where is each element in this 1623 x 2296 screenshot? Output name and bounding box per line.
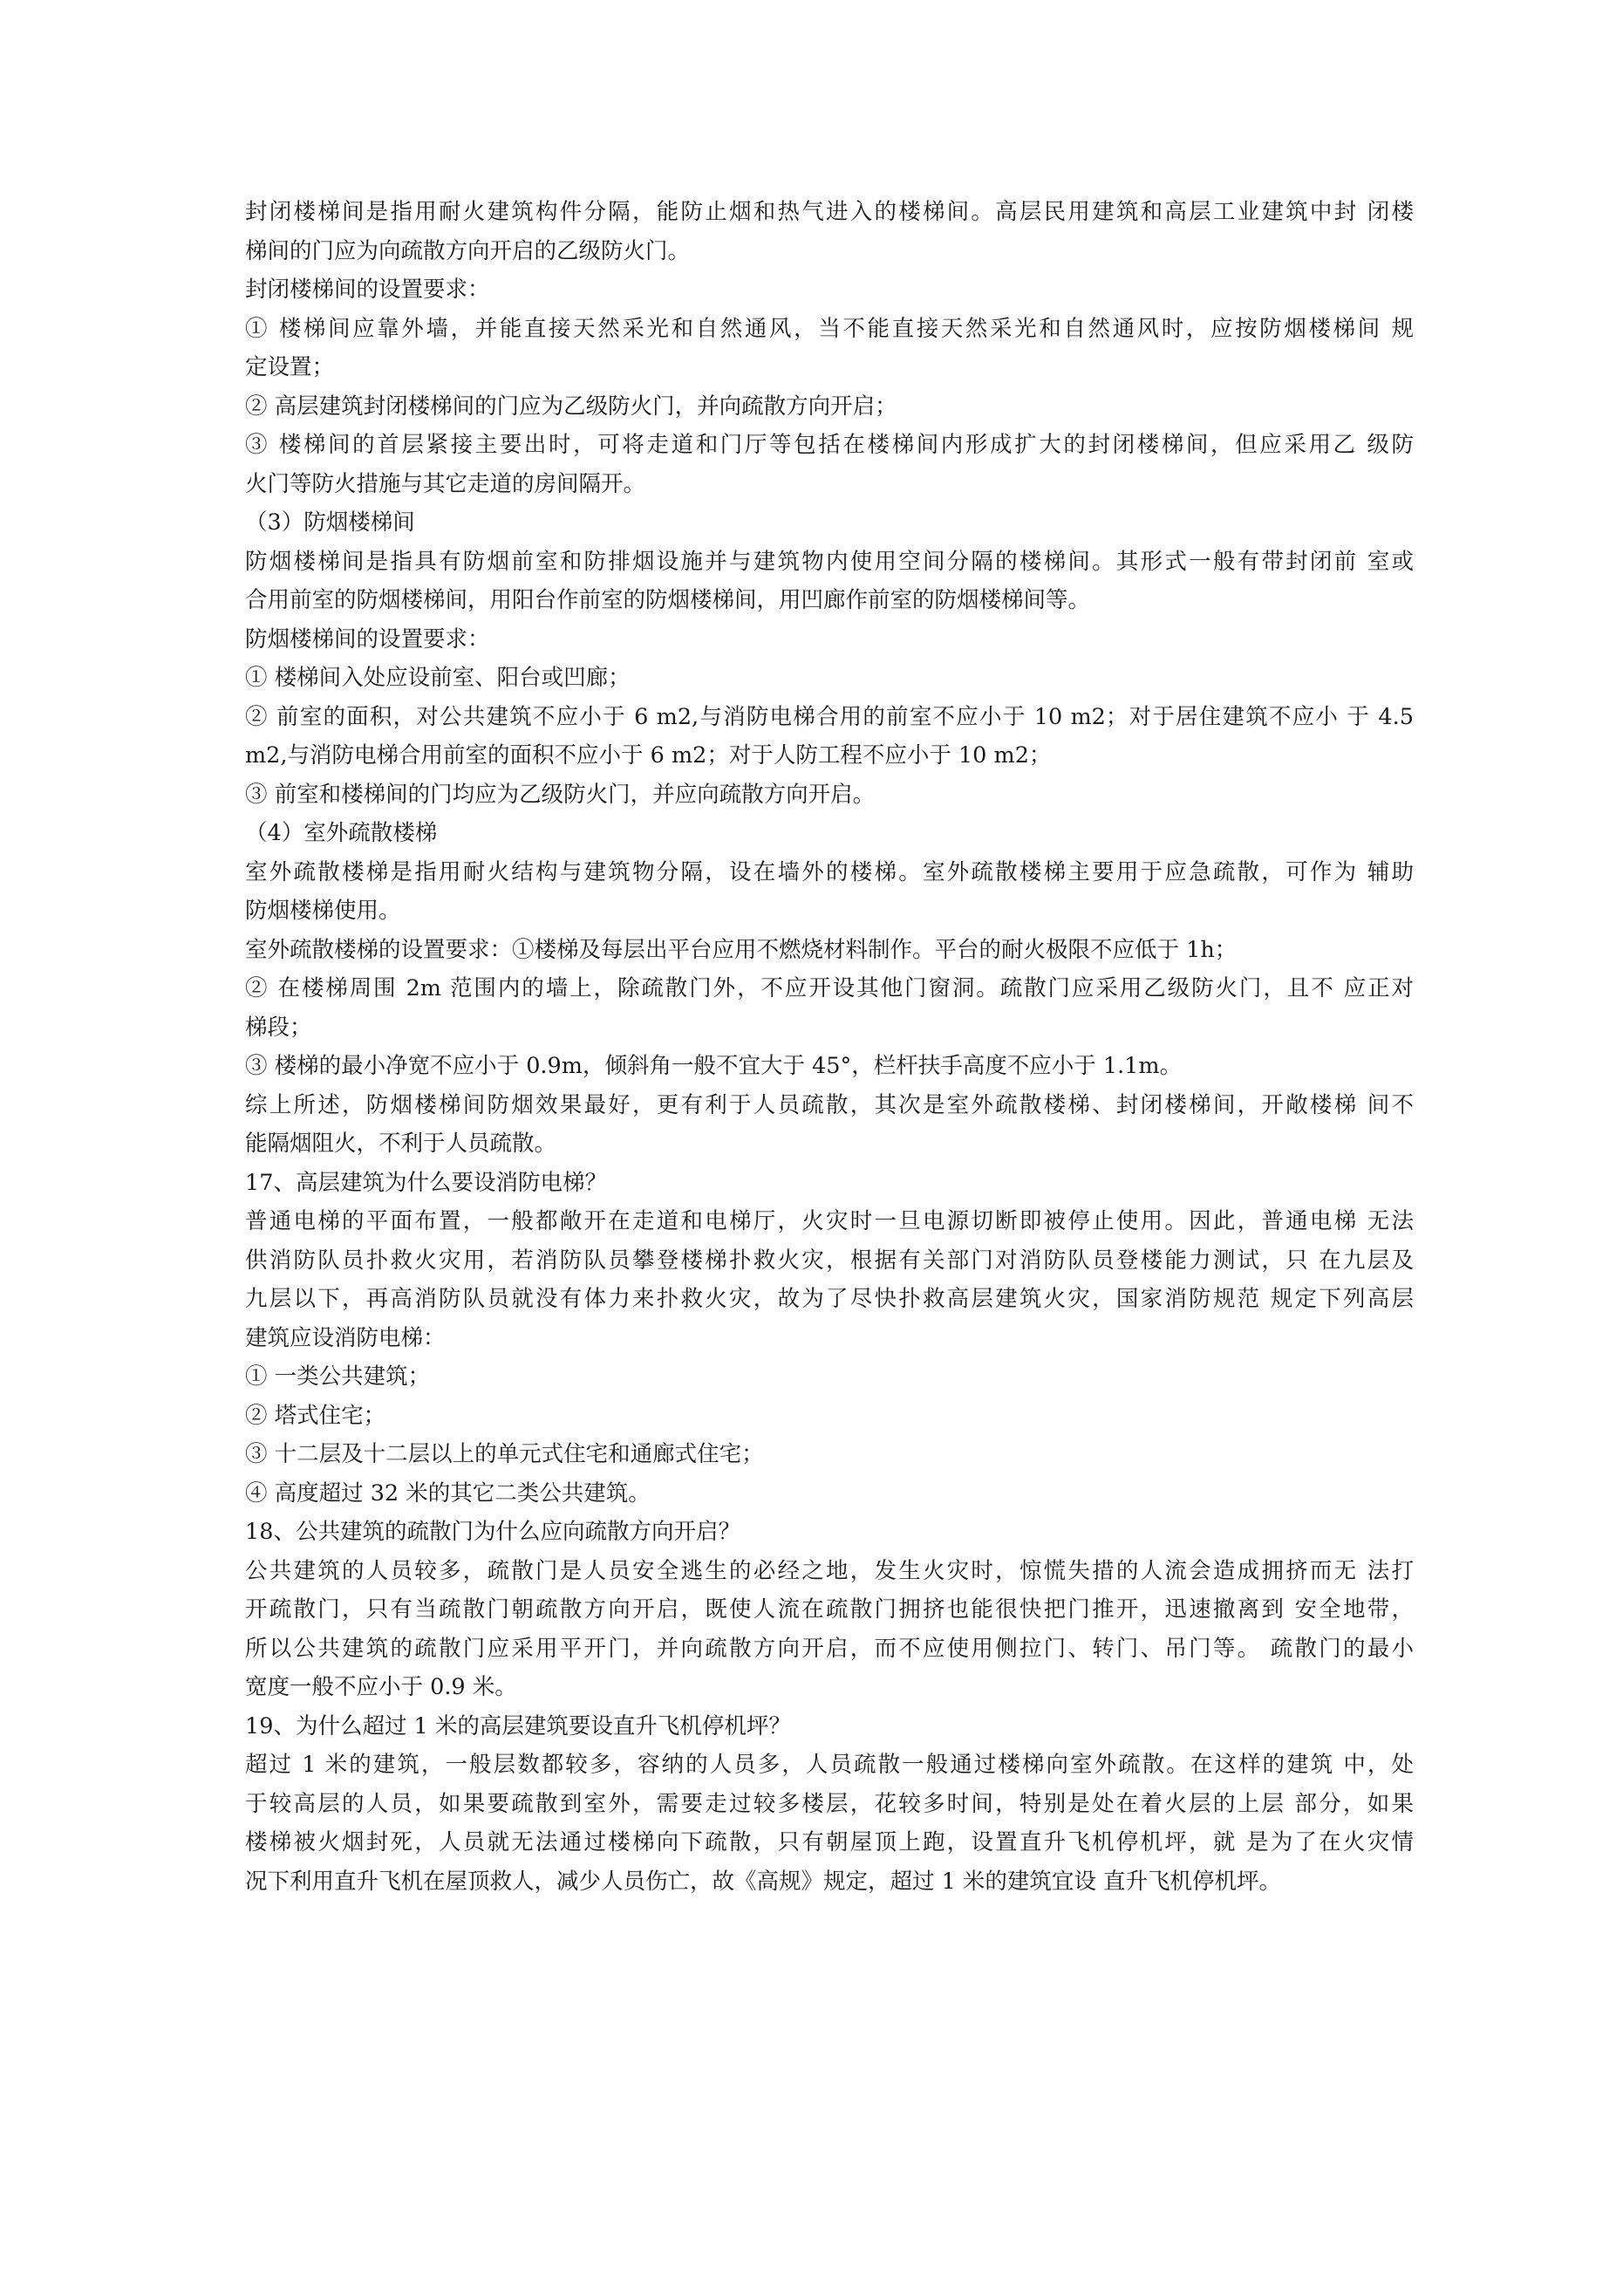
- text-line: 况下利用直升飞机在屋顶救人，减少人员伤亡，故《高规》规定，超过 1 米的建筑宜设 直升飞机停机坪。: [245, 1868, 1282, 1895]
- text-line: 室外疏散楼梯是指用耐火结构与建筑物分隔，设在墙外的楼梯。室外疏散楼梯主要用于应急疏散，可作为 辅助: [245, 858, 1414, 885]
- text-line: ③ 十二层及十二层以上的单元式住宅和通廊式住宅；: [245, 1441, 764, 1467]
- text-line: 防烟楼梯间的设置要求：: [245, 625, 490, 653]
- text-line: 梯段；: [245, 1014, 312, 1041]
- text-line: 建筑应设消防电梯：: [245, 1324, 446, 1351]
- text-line: 于较高层的人员，如果要疏散到室外，需要走过较多楼层，花较多时间，特别是处在着火层的上层 部分，如果: [245, 1790, 1414, 1817]
- text-line: ② 在楼梯周围 2m 范围内的墙上，除疏散门外，不应开设其他门窗洞。疏散门应采用乙级防火门，且不 应正对: [245, 975, 1414, 1001]
- text-line: 19、为什么超过 1 米的高层建筑要设直升飞机停机坪？: [245, 1712, 791, 1739]
- text-line: 火门等防火措施与其它走道的房间隔开。: [245, 470, 646, 497]
- text-line: ① 楼梯间应靠外墙，并能直接天然采光和自然通风，当不能直接天然采光和自然通风时，应按防烟楼梯间 规: [245, 315, 1414, 342]
- text-line: 楼梯被火烟封死，人员就无法通过楼梯向下疏散，只有朝屋顶上跑，设置直升飞机停机坪，就 是为了在火灾情: [245, 1829, 1414, 1855]
- text-line: 宽度一般不应小于 0.9 米。: [245, 1674, 517, 1700]
- text-line: 17、高层建筑为什么要设消防电梯？: [245, 1169, 607, 1196]
- text-line: 定设置；: [245, 354, 335, 380]
- text-line: 综上所述，防烟楼梯间防烟效果最好，更有利于人员疏散，其次是室外疏散楼梯、封闭楼梯间，开敞楼梯 间不: [245, 1091, 1414, 1118]
- text-line: 公共建筑的人员较多，疏散门是人员安全逃生的必经之地，发生火灾时，惊慌失措的人流会造成拥挤而无 法打: [245, 1557, 1414, 1584]
- text-line: 防烟楼梯使用。: [245, 898, 401, 924]
- text-line: 能隔烟阻火，不利于人员疏散。: [245, 1131, 557, 1157]
- text-line: 防烟楼梯间是指具有防烟前室和防排烟设施并与建筑物内使用空间分隔的楼梯间。其形式一般有带封闭前 室或: [245, 548, 1414, 575]
- text-line: 供消防队员扑救火灾用，若消防队员攀登楼梯扑救火灾，根据有关部门对消防队员登楼能力测试，只 在九层及: [245, 1247, 1414, 1274]
- text-line: 九层以下，再高消防队员就没有体力来扑救火灾，故为了尽快扑救高层建筑火灾，国家消防规范 规定下列高层: [245, 1286, 1414, 1312]
- text-line: 室外疏散楼梯的设置要求：①楼梯及每层出平台应用不燃烧材料制作。平台的耐火极限不应低于 1h；: [245, 936, 1238, 963]
- text-line: 合用前室的防烟楼梯间，用阳台作前室的防烟楼梯间，用凹廊作前室的防烟楼梯间等。: [245, 587, 1091, 613]
- text-line: 所以公共建筑的疏散门应采用平开门，并向疏散方向开启，而不应使用侧拉门、转门、吊门等。 疏散门的最小: [245, 1635, 1414, 1662]
- text-line: ③ 楼梯的最小净宽不应小于 0.9m，倾斜角一般不宜大于 45°，栏杆扶手高度不应小于 1.1m。: [245, 1053, 1183, 1079]
- text-line: ② 高层建筑封闭楼梯间的门应为乙级防火门，并向疏散方向开启；: [245, 393, 897, 420]
- text-line: 开疏散门，只有当疏散门朝疏散方向开启，既使人流在疏散门拥挤也能很快把门推开，迅速撤离到 安全地带，: [245, 1596, 1414, 1623]
- text-line: 普通电梯的平面布置，一般都敞开在走道和电梯厅，火灾时一旦电源切断即被停止使用。因此，普通电梯 无法: [245, 1208, 1414, 1234]
- text-line: 超过 1 米的建筑，一般层数都较多，容纳的人员多，人员疏散一般通过楼梯向室外疏散。在这样的建筑 中，处: [245, 1752, 1414, 1778]
- text-line: （3）防烟楼梯间: [245, 509, 415, 536]
- text-line: 封闭楼梯间是指用耐火建筑构件分隔，能防止烟和热气进入的楼梯间。高层民用建筑和高层工业建筑中封 闭楼: [245, 199, 1414, 225]
- text-line: ③ 楼梯间的首层紧接主要出时，可将走道和门厅等包括在楼梯间内形成扩大的封闭楼梯间，但应采用乙 级防: [245, 432, 1414, 458]
- text-line: ③ 前室和楼梯间的门均应为乙级防火门，并应向疏散方向开启。: [245, 781, 876, 808]
- text-line: （4）室外疏散楼梯: [245, 820, 438, 846]
- text-line: m2,与消防电梯合用前室的面积不应小于 6 m2；对于人防工程不应小于 10 m2；: [245, 742, 1052, 769]
- text-line: 18、公共建筑的疏散门为什么应向疏散方向开启？: [245, 1519, 740, 1545]
- document-page: [245, 193, 1414, 1901]
- text-line: 封闭楼梯间的设置要求：: [245, 277, 490, 303]
- text-line: ④ 高度超过 32 米的其它二类公共建筑。: [245, 1479, 651, 1507]
- text-line: ② 塔式住宅；: [245, 1402, 386, 1429]
- text-line: ② 前室的面积，对公共建筑不应小于 6 m2,与消防电梯合用的前室不应小于 10 m2；对于居住建筑不应小 于 4.5: [245, 703, 1414, 730]
- text-line: ① 楼梯间入处应设前室、阳台或凹廊；: [245, 665, 631, 691]
- text-line: ① 一类公共建筑；: [245, 1363, 431, 1390]
- text-line: 梯间的门应为向疏散方向开启的乙级防火门。: [245, 237, 691, 264]
